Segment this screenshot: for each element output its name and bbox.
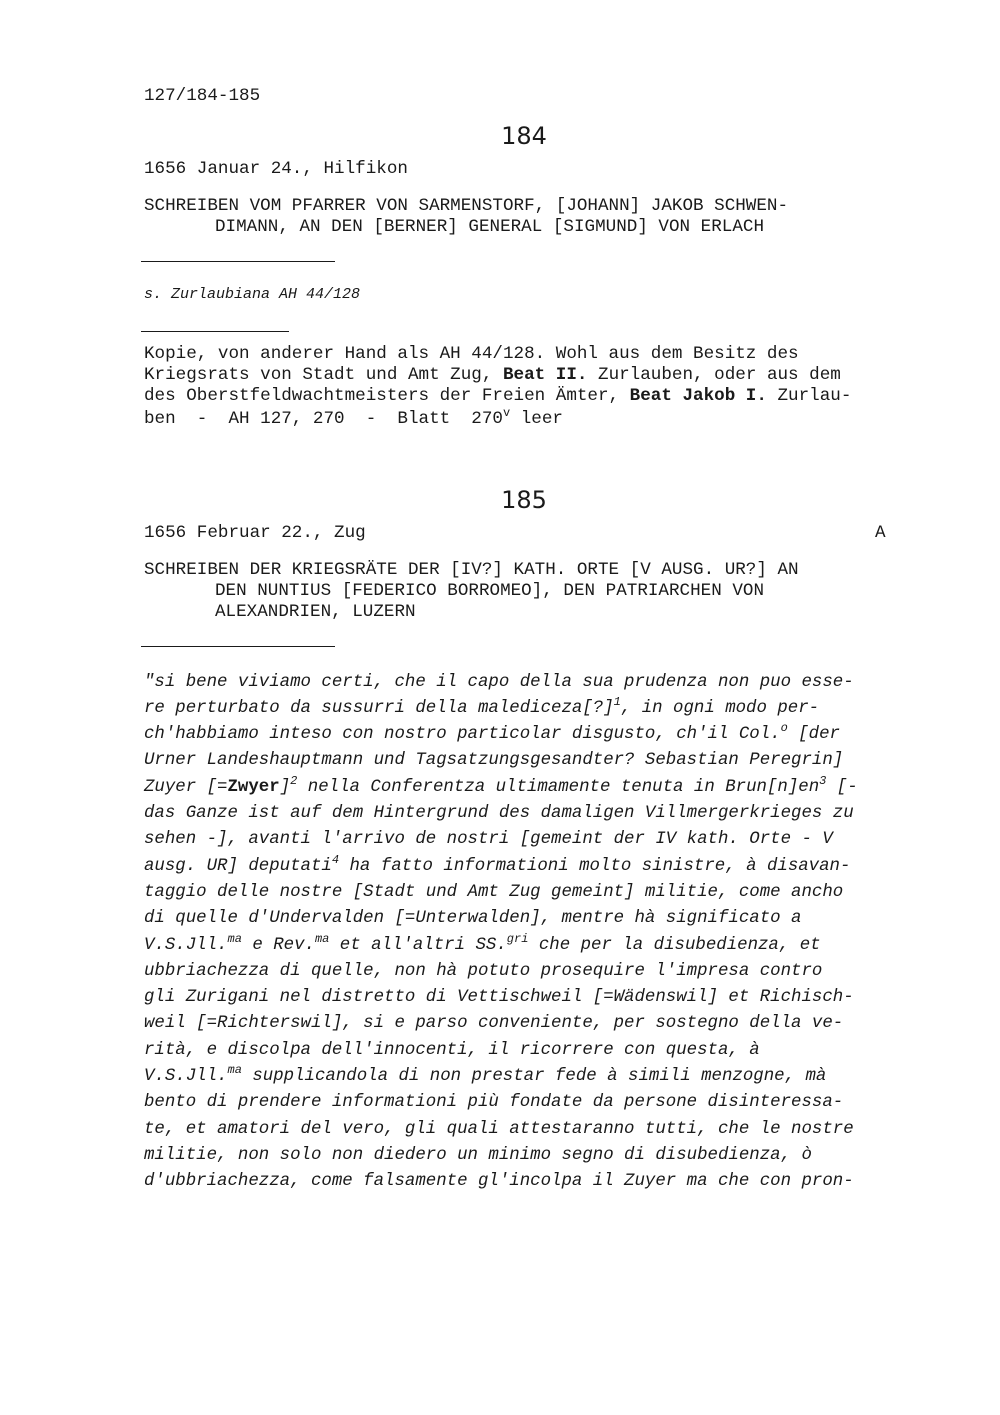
doc185-text-line: Urner Landeshauptmann und Tagsatzungsgesandter? Sebastian Peregrin]	[144, 751, 844, 770]
doc185-title	[144, 560, 799, 623]
desc-bold-name: Beat II.	[502, 365, 588, 385]
doc185-text-line: gli Zurigani nel distretto di Vettischweil [=Wädenswil] et Richisch-	[144, 988, 854, 1007]
desc-sup: v	[502, 406, 511, 420]
doc185-text-line: "si bene viviamo certi, che il capo della sua prudenza non puo esse-	[144, 673, 854, 692]
doc185-title-line: SCHREIBEN DER KRIEGSRÄTE DER [IV?] KATH. ORTE [V AUSG. UR?] AN	[144, 560, 799, 580]
footnote-marker: 2	[290, 774, 298, 788]
desc-line	[144, 386, 851, 407]
document-number-184: 184	[501, 122, 547, 150]
doc185-text-line: weil [=Richterswil], si e parso conveniente, per sostegno della ve-	[144, 1014, 844, 1033]
desc-line	[144, 406, 851, 430]
doc185-text-line: d'ubbriachezza, come falsamente gl'incolpa il Zuyer ma che con pron-	[144, 1172, 854, 1191]
desc-text: Kriegsrats von Stadt und Amt Zug,	[144, 365, 503, 385]
doc185-date-place: 1656 Februar 22., Zug	[144, 523, 366, 543]
document-number-185: 185	[501, 486, 547, 514]
desc-text: Zurlau-	[766, 386, 852, 406]
text-span: nella Conferentza ultimamente tenuta in Brun[n]en	[297, 778, 820, 797]
doc185-text-line: das Ganze ist auf dem Hintergrund des damaligen Villmergerkrieges zu	[144, 804, 854, 823]
separator-rule	[141, 261, 335, 262]
page-reference: 127/184-185	[144, 86, 261, 106]
doc185-text-line	[144, 854, 850, 880]
desc-text: Zurlauben, oder aus dem	[587, 365, 841, 385]
text-span: ch'habbiamo inteso con nostro particolar disgusto, ch'il Col.	[144, 725, 781, 744]
doc185-text-line: ubbriachezza di quelle, non hà potuto prosequire l'impresa contro	[144, 962, 823, 981]
doc184-reference-note: s. Zurlaubiana AH 44/128	[144, 286, 361, 303]
text-span: [der	[787, 725, 840, 744]
footnote-marker: 1	[613, 695, 621, 709]
text-span: e Rev.	[241, 936, 315, 955]
doc185-text-line: militie, non solo non diedero un minimo segno di disubedienza, ò	[144, 1146, 812, 1165]
desc-text: des Oberstfeldwachtmeisters der Freien Ämter,	[144, 386, 630, 406]
superscript: ma	[227, 1063, 242, 1077]
text-span: supplicandola di non prestar fede à simili menzogne, mà	[241, 1067, 827, 1086]
text-span: V.S.Jll.	[144, 936, 228, 955]
desc-line	[144, 365, 851, 386]
text-span: , in ogni modo per-	[620, 699, 820, 718]
separator-rule	[141, 331, 289, 332]
superscript: ma	[227, 932, 242, 946]
desc-text: leer	[510, 409, 563, 429]
doc185-text-line: te, et amatori del vero, gli quali attestaranno tutti, che le nostre	[144, 1120, 854, 1139]
text-span: V.S.Jll.	[144, 1067, 228, 1086]
superscript: gri	[506, 932, 529, 946]
doc184-date-place: 1656 Januar 24., Hilfikon	[144, 159, 408, 179]
doc184-title-line: SCHREIBEN VOM PFARRER VON SARMENSTORF, [JOHANN] JAKOB SCHWEN-	[144, 196, 789, 216]
footnote-marker: 3	[819, 774, 827, 788]
doc184-title-line: DIMANN, AN DEN [BERNER] GENERAL [SIGMUND] VON ERLACH	[215, 217, 765, 237]
doc185-text-line	[144, 722, 840, 748]
desc-bold-name: Beat Jakob I.	[629, 386, 767, 406]
doc185-text-line: sehen -], avanti l'arrivo de nostri [gemeint der IV kath. Orte - V	[144, 830, 833, 849]
superscript: ma	[314, 932, 330, 946]
text-span: ha fatto informationi molto sinistre, à disavan-	[339, 857, 851, 876]
text-span: re perturbato da sussurri della malediceza[?]	[144, 699, 614, 718]
doc185-text-line	[144, 696, 819, 722]
footnote-marker: 4	[331, 853, 340, 867]
desc-line: Kopie, von anderer Hand als AH 44/128. Wohl aus dem Besitz des	[144, 344, 799, 364]
separator-rule	[141, 646, 335, 647]
desc-text: ben - AH 127, 270 - Blatt 270	[144, 409, 503, 429]
doc185-text-line: rità, e discolpa dell'innocenti, il ricorrere con questa, à	[144, 1041, 760, 1060]
text-span: [-	[826, 778, 858, 797]
doc185-text-line: bento di prendere informationi più fondate da persone disinteressa-	[144, 1093, 844, 1112]
bold-name: Zwyer	[227, 778, 280, 797]
doc185-title-line: DEN NUNTIUS [FEDERICO BORROMEO], DEN PATRIARCHEN VON	[215, 581, 765, 601]
text-span: ausg. UR] deputati	[144, 857, 332, 876]
doc185-text-line	[144, 1064, 826, 1090]
doc185-title-line: ALEXANDRIEN, LUZERN	[215, 602, 416, 622]
text-span: et all'altri SS.	[329, 936, 507, 955]
doc185-marker: A	[875, 523, 886, 543]
text-span: che per la disubedienza, et	[528, 936, 821, 955]
text-span: ]	[279, 778, 291, 797]
text-span: Zuyer [=	[144, 778, 228, 797]
doc184-description	[144, 344, 851, 430]
doc184-title	[144, 196, 788, 238]
doc185-text-line: taggio delle nostre [Stadt und Amt Zug gemeint] militie, come ancho	[144, 883, 844, 902]
superscript: o	[780, 721, 788, 735]
doc185-text-line	[144, 933, 821, 959]
doc185-text-line: di quelle d'Undervalden [=Unterwalden], mentre hà significato a	[144, 909, 802, 928]
doc185-text-line	[144, 775, 858, 801]
